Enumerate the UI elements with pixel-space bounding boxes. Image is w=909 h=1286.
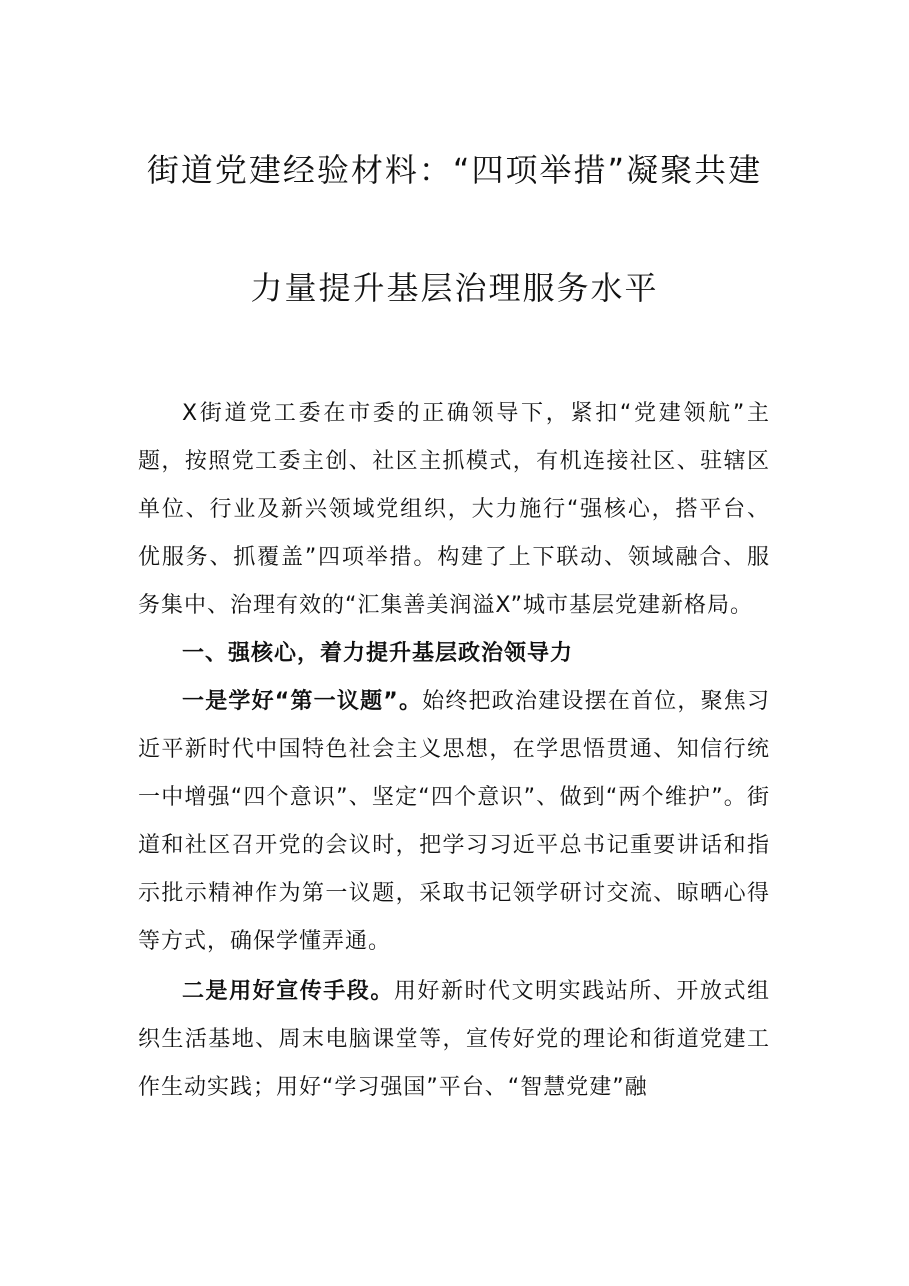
- intro-paragraph: X街道党工委在市委的正确领导下，紧扣“党建领航”主题，按照党工委主创、社区主抓模式，有机连接社区、驻辖区单位、行业及新兴领域党组织，大力施行“强核心，搭平台、优服务、抓覆盖”四项举措。构建了上下联动、领域融合、服务集中、治理有效的“汇集善美润溢X”城市基层党建新格局。: [138, 401, 770, 618]
- item-paragraph-2: [138, 968, 770, 1112]
- item-paragraph-1: [138, 678, 770, 966]
- item-text-1: 始终把政治建设摆在首位，聚焦习近平新时代中国特色社会主义思想，在学思悟贯通、知信行统一中增强“四个意识”、坚定“四个意识”、做到“两个维护”。街道和社区召开党的会议时，把学习习近平总书记重要讲话和指示批示精神作为第一议题，采取书记领学研讨交流、晾晒心得等方式，确保学懂弄通。: [138, 689, 770, 954]
- section-heading: 一、强核心，着力提升基层政治领导力: [182, 641, 574, 666]
- document-title-line-1: 街道党建经验材料：“四项举措”凝聚共建: [146, 151, 763, 189]
- item-lead-2: 二是用好宣传手段。: [182, 979, 394, 1004]
- document-title-line-2: 力量提升基层治理服务水平: [250, 269, 659, 307]
- document-body: [138, 390, 770, 1112]
- item-lead-1: 一是学好“第一议题”。: [182, 689, 423, 714]
- item-text-2: 用好新时代文明实践站所、开放式组织生活基地、周末电脑课堂等，宣传好党的理论和街道党建工作生动实践；用好“学习强国”平台、“智慧党建”融: [138, 979, 770, 1100]
